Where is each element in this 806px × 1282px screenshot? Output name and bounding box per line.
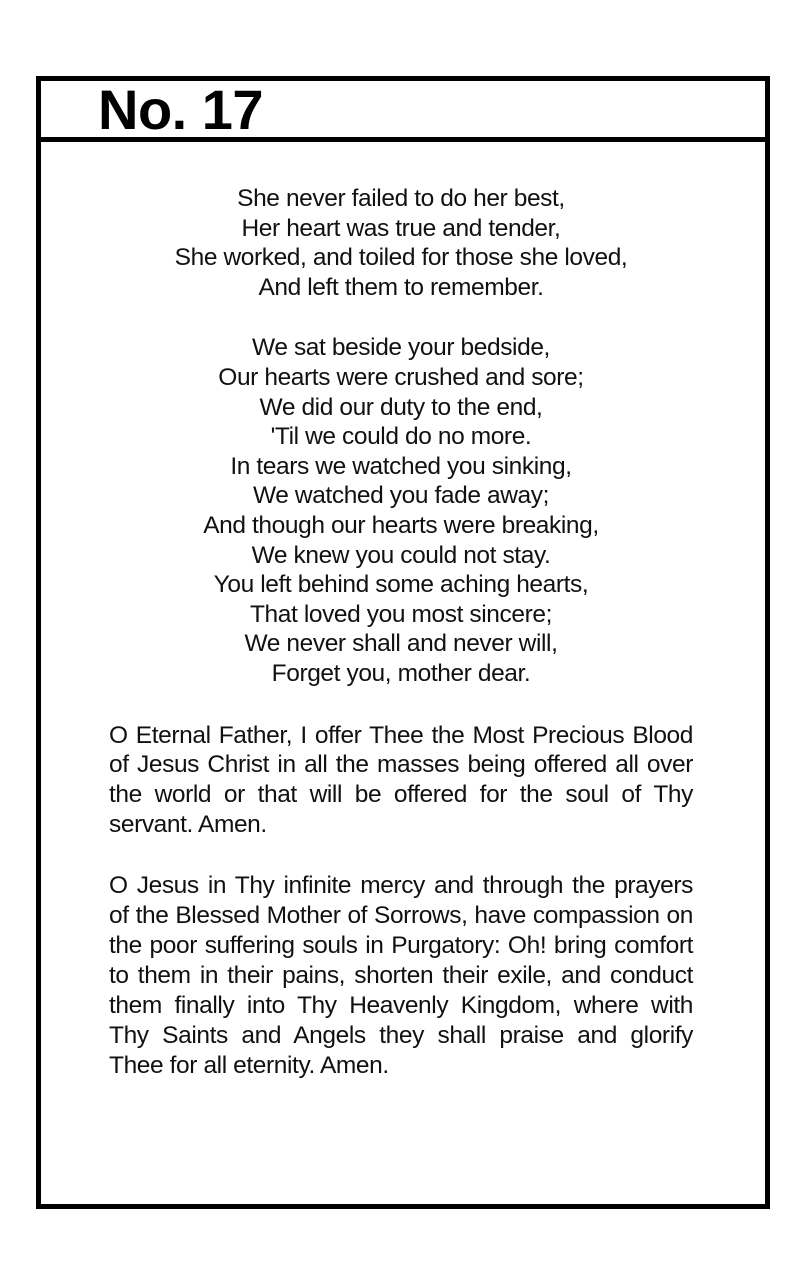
- poem-line: You left behind some aching hearts,: [213, 571, 589, 599]
- poem-line: Her heart was true and tender,: [241, 214, 561, 242]
- memorial-card: [36, 76, 770, 1209]
- poem-line: In tears we watched you sinking,: [230, 452, 572, 480]
- card-header: [41, 78, 765, 142]
- poem-line: We did our duty to the end,: [259, 393, 543, 421]
- prayer-jesus-mercy: O Jesus in Thy infinite mercy and through the prayers of the Blessed Mother of Sorrows, have compassion on the poor suffering souls in Purgatory: Oh! bring comfort to them in their pains, shorten their exile, and conduct them finally into Thy Heavenly Kingdom, where with Thy Saints and Angels they shall praise and glorify Thee for all eternity. Amen.: [109, 872, 693, 1079]
- poem-line: We sat beside your bedside,: [252, 334, 550, 362]
- poem-line: She worked, and toiled for those she loved,: [174, 244, 628, 272]
- poem-line: 'Til we could do no more.: [270, 423, 532, 451]
- poem-line: That loved you most sincere;: [249, 600, 552, 628]
- poem-line: And though our hearts were breaking,: [203, 511, 599, 539]
- card-content: [109, 184, 693, 1080]
- poem-stanza-2: [109, 333, 693, 688]
- poem-stanza-1: [109, 184, 693, 302]
- poem-line: Our hearts were crushed and sore;: [218, 363, 584, 391]
- poem-line: She never failed to do her best,: [237, 185, 565, 212]
- prayer-eternal-father: O Eternal Father, I offer Thee the Most Precious Blood of Jesus Christ in all the masses being offered all over the world or that will be offered for the soul of Thy servant. Amen.: [109, 721, 693, 839]
- poem-line: And left them to remember.: [258, 273, 544, 301]
- poem-line: We never shall and never will,: [244, 630, 558, 658]
- poem-line: We watched you fade away;: [253, 482, 549, 510]
- poem-line: We knew you could not stay.: [251, 541, 551, 569]
- card-number: No. 17: [98, 78, 264, 141]
- poem-line: Forget you, mother dear.: [271, 659, 531, 687]
